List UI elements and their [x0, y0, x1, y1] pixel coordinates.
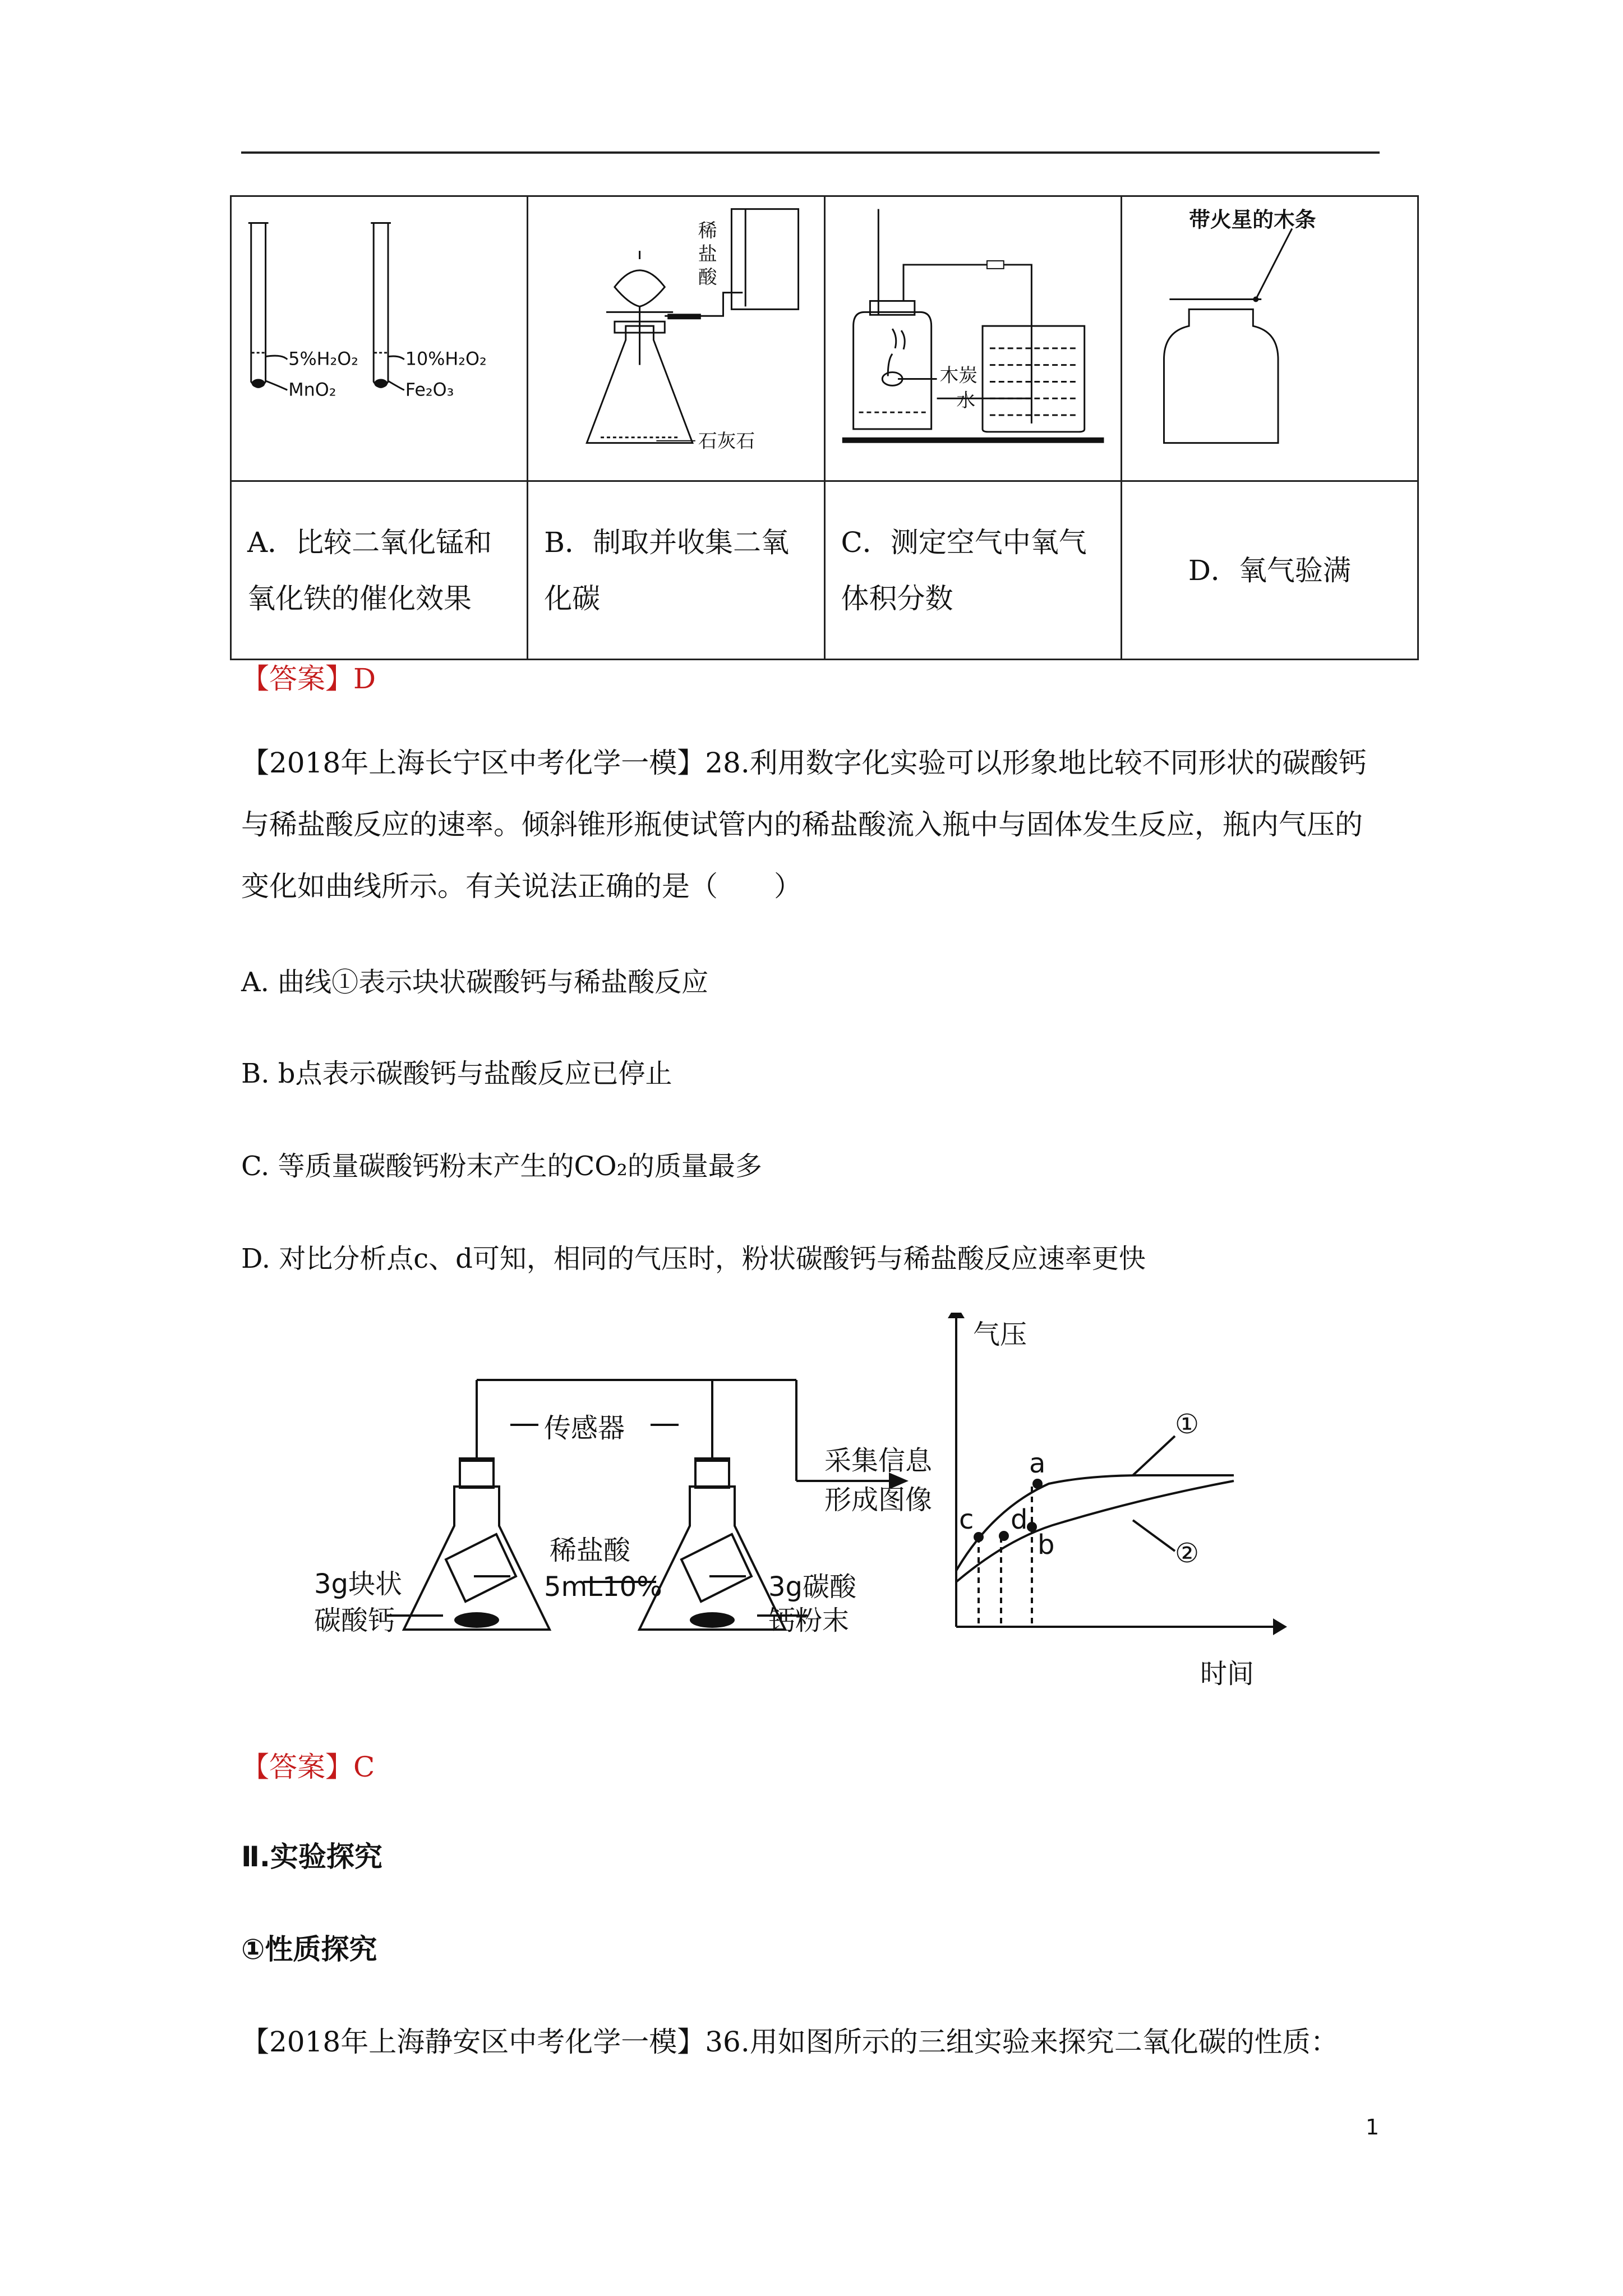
option-d-caption: D．氧气验满 [1121, 481, 1418, 660]
point-d-label: d [1011, 1504, 1028, 1535]
h2o2-5-label: 5%H₂O₂ [288, 349, 359, 370]
charcoal-label: 木炭 [939, 364, 978, 386]
splint-label: 带火星的木条 [1188, 207, 1316, 232]
question-36-stem: 【2018年上海静安区中考化学一模】36.用如图所示的三组实验来探究二氧化碳的性质： [241, 2026, 1339, 2058]
q28-option-b: B. b点表示碳酸钙与盐酸反应已停止 [241, 1058, 672, 1089]
x-axis-label: 时间 [1200, 1658, 1255, 1690]
acid-label-2: 5mL10% [544, 1571, 662, 1603]
h2o2-10-label: 10%H₂O₂ [405, 349, 487, 370]
question-28-stem: 【2018年上海长宁区中考化学一模】28.利用数字化实验可以形象地比较不同形状的碳酸钙与稀盐酸反应的速率。倾斜锥形瓶使试管内的稀盐酸流入瓶中与固体发生反应，瓶内气压的变化如曲线所示。有关说法正确的是（ ） [241, 747, 1367, 903]
sensor-label: 传感器 [544, 1412, 625, 1444]
test-tubes-figure [232, 197, 527, 480]
options-table [230, 195, 1419, 660]
lump-label-1: 3g块状 [314, 1568, 403, 1600]
figure-d [1121, 196, 1418, 481]
q28-option-a: A. 曲线①表示块状碳酸钙与稀盐酸反应 [241, 967, 709, 998]
mno2-label: MnO₂ [288, 380, 336, 401]
acid-char-3: 酸 [698, 266, 717, 288]
curve-1-label: ① [1175, 1409, 1200, 1440]
co2-apparatus-figure [528, 197, 823, 480]
option-a-caption: A．比较二氧化锰和氧化铁的催化效果 [231, 481, 528, 660]
header-rule [241, 151, 1380, 154]
option-c-caption: C．测定空气中氧气体积分数 [824, 481, 1121, 660]
arrow-label-1: 采集信息 [824, 1445, 933, 1476]
oxygen-volume-figure [826, 197, 1121, 480]
point-a-label: a [1029, 1448, 1046, 1479]
figure-a [231, 196, 528, 481]
arrow-label-2: 形成图像 [824, 1484, 933, 1516]
powder-label-1: 3g碳酸 [768, 1571, 857, 1603]
lump-label-2: 碳酸钙 [314, 1605, 395, 1636]
fe2o3-label: Fe₂O₃ [405, 380, 454, 401]
point-b-label: b [1038, 1529, 1055, 1561]
point-c-label: c [959, 1504, 974, 1535]
q28-option-c: C. 等质量碳酸钙粉末产生的CO₂的质量最多 [241, 1151, 762, 1182]
acid-char-2: 盐 [698, 242, 717, 265]
page-number: 1 [1366, 2115, 1380, 2139]
y-axis-label: 气压 [973, 1319, 1027, 1350]
water-label: 水 [956, 389, 975, 412]
limestone-label: 石灰石 [698, 430, 755, 452]
curve-2-label: ② [1175, 1538, 1200, 1569]
option-b-caption: B．制取并收集二氧化碳 [528, 481, 824, 660]
subsection-heading: ①性质探究 [241, 1933, 377, 1966]
answer-q27: 【答案】D [241, 662, 376, 695]
pressure-experiment-figure [303, 1313, 1301, 1694]
oxygen-test-figure [1122, 197, 1417, 480]
q28-option-d: D. 对比分析点c、d可知，相同的气压时，粉状碳酸钙与稀盐酸反应速率更快 [241, 1243, 1146, 1274]
figure-b [528, 196, 824, 481]
powder-label-2: 钙粉末 [768, 1605, 850, 1636]
answer-q28: 【答案】C [241, 1751, 375, 1783]
figure-c [824, 196, 1121, 481]
section-heading: Ⅱ.实验探究 [241, 1841, 382, 1873]
acid-char-1: 稀 [698, 219, 717, 242]
acid-label-1: 稀盐酸 [550, 1535, 631, 1566]
